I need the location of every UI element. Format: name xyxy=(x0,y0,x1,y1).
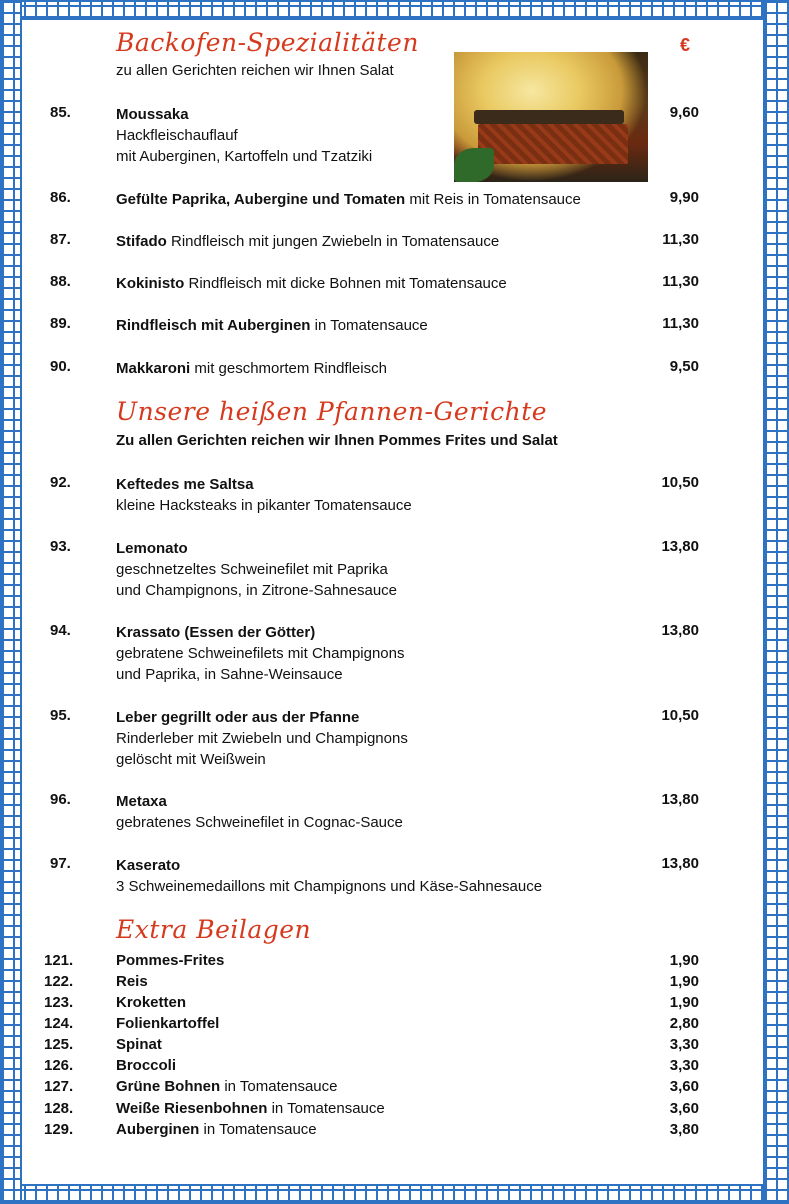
item-price: 3,60 xyxy=(669,1078,699,1095)
item-description: kleine Hacksteaks in pikanter Tomatensauce xyxy=(116,497,412,514)
item-number: 121. xyxy=(44,952,74,969)
item-name: Krassato (Essen der Götter) xyxy=(116,624,316,641)
currency-symbol: € xyxy=(680,35,691,55)
item-number: 93. xyxy=(50,538,71,555)
item-description: und Champignons, in Zitrone-Sahnesauce xyxy=(116,582,398,599)
menu-item-122 xyxy=(116,971,651,992)
menu-item-94 xyxy=(116,622,651,685)
item-name: Stifado xyxy=(116,233,167,250)
item-price: 1,90 xyxy=(669,973,699,990)
item-name: Grüne Bohnen xyxy=(116,1078,221,1095)
item-name: Gefülte Paprika, Aubergine und Tomaten xyxy=(116,191,406,208)
item-description: in Tomatensauce xyxy=(199,1121,317,1138)
item-description: in Tomatensauce xyxy=(310,317,428,334)
item-number: 85. xyxy=(50,104,71,121)
section-subtitle-pfannen: Zu allen Gerichten reichen wir Ihnen Pommes Frites und Salat xyxy=(116,432,558,449)
item-number: 129. xyxy=(44,1121,74,1138)
item-number: 96. xyxy=(50,791,71,808)
item-price: 11,30 xyxy=(662,231,699,248)
item-number: 97. xyxy=(50,855,71,872)
menu-item-85 xyxy=(116,104,651,167)
item-description: mit Auberginen, Kartoffeln und Tzatziki xyxy=(116,148,373,165)
menu-item-89 xyxy=(116,315,651,336)
menu-item-121 xyxy=(116,950,651,971)
item-price: 3,80 xyxy=(669,1121,699,1138)
item-number: 122. xyxy=(44,973,74,990)
item-name: Auberginen xyxy=(116,1121,200,1138)
item-name: Metaxa xyxy=(116,793,167,810)
item-price: 9,90 xyxy=(669,189,699,206)
item-name: Kokinisto xyxy=(116,275,185,292)
item-price: 1,90 xyxy=(669,952,699,969)
menu-item-124 xyxy=(116,1013,651,1034)
item-price: 10,50 xyxy=(661,474,699,491)
item-price: 13,80 xyxy=(661,622,699,639)
item-price: 11,30 xyxy=(662,315,699,332)
item-name: Pommes-Frites xyxy=(116,952,225,969)
item-number: 94. xyxy=(50,622,71,639)
item-description: gebratene Schweinefilets mit Champignons xyxy=(116,645,405,662)
greek-key-border-top xyxy=(0,0,789,20)
item-name: Moussaka xyxy=(116,106,189,123)
item-price: 10,50 xyxy=(661,707,699,724)
item-number: 86. xyxy=(50,189,71,206)
item-number: 125. xyxy=(44,1036,74,1053)
menu-item-96 xyxy=(116,791,651,833)
item-price: 9,60 xyxy=(669,104,699,121)
menu-item-95 xyxy=(116,707,651,770)
item-price: 13,80 xyxy=(661,791,699,808)
item-number: 87. xyxy=(50,231,71,248)
item-number: 127. xyxy=(44,1078,74,1095)
section-title-beilagen: Extra Beilagen xyxy=(116,915,312,944)
item-number: 128. xyxy=(44,1100,74,1117)
item-name: Lemonato xyxy=(116,540,188,557)
menu-item-127 xyxy=(116,1076,651,1097)
item-description: in Tomatensauce xyxy=(267,1100,385,1117)
section-title-pfannen: Unsere heißen Pfannen-Gerichte xyxy=(116,397,548,426)
item-price: 2,80 xyxy=(669,1015,699,1032)
item-number: 123. xyxy=(44,994,74,1011)
item-description: mit geschmortem Rindfleisch xyxy=(190,360,387,377)
item-number: 126. xyxy=(44,1057,74,1074)
item-number: 92. xyxy=(50,474,71,491)
menu-item-126 xyxy=(116,1055,651,1076)
item-name: Rindfleisch mit Auberginen xyxy=(116,317,311,334)
item-description: in Tomatensauce xyxy=(220,1078,338,1095)
item-description: Hackfleischauflauf xyxy=(116,127,238,144)
item-name: Leber gegrillt oder aus der Pfanne xyxy=(116,709,360,726)
item-name: Spinat xyxy=(116,1036,162,1053)
greek-key-border-bottom xyxy=(0,1184,789,1204)
item-description: geschnetzeltes Schweinefilet mit Paprika xyxy=(116,561,388,578)
item-description: gelöscht mit Weißwein xyxy=(116,751,266,768)
menu-item-93 xyxy=(116,538,651,601)
item-description: Rindfleisch mit dicke Bohnen mit Tomatensauce xyxy=(184,275,507,292)
item-price: 9,50 xyxy=(669,358,699,375)
menu-item-128 xyxy=(116,1098,651,1119)
item-name: Kroketten xyxy=(116,994,187,1011)
item-name: Reis xyxy=(116,973,148,990)
item-name: Broccoli xyxy=(116,1057,177,1074)
item-number: 95. xyxy=(50,707,71,724)
item-name: Makkaroni xyxy=(116,360,191,377)
item-number: 88. xyxy=(50,273,71,290)
greek-key-border-left xyxy=(0,0,22,1204)
menu-item-86 xyxy=(116,189,651,210)
item-name: Weiße Riesenbohnen xyxy=(116,1100,268,1117)
menu-item-125 xyxy=(116,1034,651,1055)
greek-key-border-right xyxy=(763,0,789,1204)
menu-item-90 xyxy=(116,358,651,379)
menu-item-92 xyxy=(116,474,651,516)
item-price: 1,90 xyxy=(669,994,699,1011)
item-name: Folienkartoffel xyxy=(116,1015,220,1032)
item-price: 13,80 xyxy=(661,855,699,872)
item-name: Keftedes me Saltsa xyxy=(116,476,254,493)
item-description: und Paprika, in Sahne-Weinsauce xyxy=(116,666,343,683)
item-description: Rinderleber mit Zwiebeln und Champignons xyxy=(116,730,408,747)
item-number: 124. xyxy=(44,1015,74,1032)
item-price: 3,60 xyxy=(669,1100,699,1117)
item-description: mit Reis in Tomatensauce xyxy=(405,191,581,208)
item-price: 11,30 xyxy=(662,273,699,290)
menu-item-123 xyxy=(116,992,651,1013)
item-price: 3,30 xyxy=(669,1036,699,1053)
item-price: 13,80 xyxy=(661,538,699,555)
section-title-backofen: Backofen-Spezialitäten xyxy=(116,28,419,57)
item-description: 3 Schweinemedaillons mit Champignons und Käse-Sahnesauce xyxy=(116,878,543,895)
item-name: Kaserato xyxy=(116,857,181,874)
item-description: Rindfleisch mit jungen Zwiebeln in Tomatensauce xyxy=(166,233,500,250)
item-number: 89. xyxy=(50,315,71,332)
menu-item-88 xyxy=(116,273,651,294)
menu-item-129 xyxy=(116,1119,651,1140)
item-price: 3,30 xyxy=(669,1057,699,1074)
section-subtitle-backofen: zu allen Gerichten reichen wir Ihnen Salat xyxy=(116,62,394,79)
menu-item-87 xyxy=(116,231,651,252)
menu-item-97 xyxy=(116,855,651,897)
item-description: gebratenes Schweinefilet in Cognac-Sauce xyxy=(116,814,403,831)
item-number: 90. xyxy=(50,358,71,375)
